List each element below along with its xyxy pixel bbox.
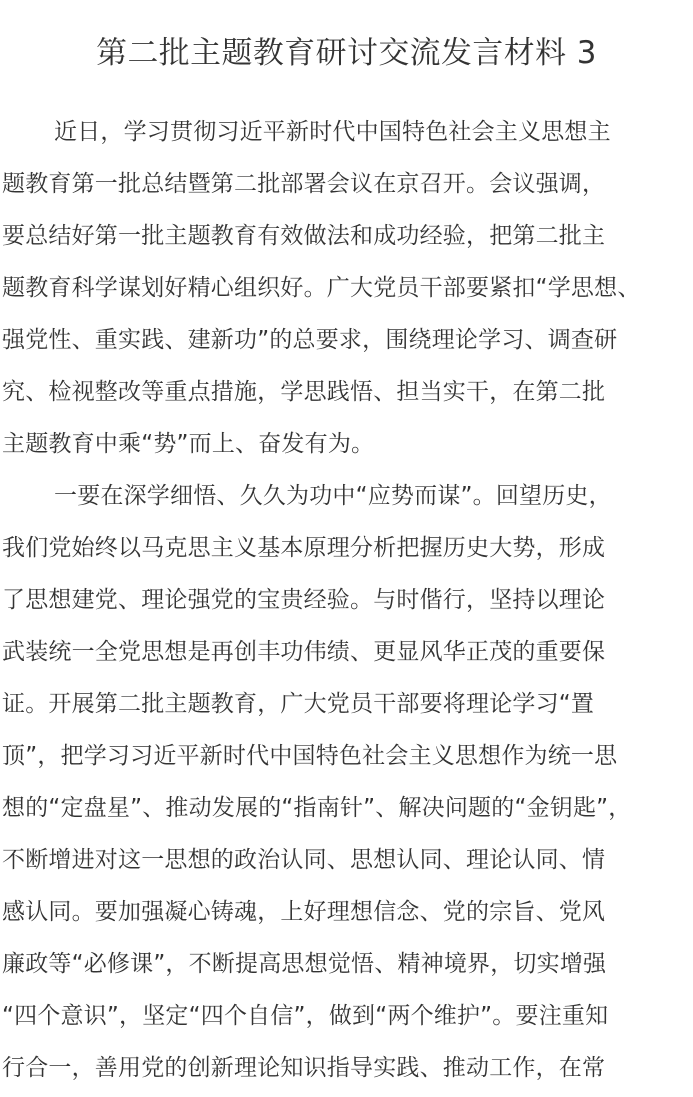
paragraph-line: 感认同。要加强凝心铸魂，上好理想信念、党的宗旨、党风 [2,899,606,925]
paragraph-line: “四个意识”，坚定“四个自信”，做到“两个维护”。要注重知 [2,1003,609,1029]
paragraph-line: 一要在深学细悟、久久为功中“应势而谋”。回望历史， [54,483,612,509]
paragraph-line: 近日，学习贯彻习近平新时代中国特色社会主义思想主 [54,119,611,145]
paragraph-line: 强党性、重实践、建新功”的总要求，围绕理论学习、调查研 [2,327,618,353]
paragraph-line: 武装统一全党思想是再创丰功伟绩、更显风华正茂的重要保 [2,639,606,665]
paragraph-line: 行合一，善用党的创新理论知识指导实践、推动工作，在常 [2,1055,606,1081]
paragraph-line: 顶”，把学习习近平新时代中国特色社会主义思想作为统一思 [2,743,618,769]
paragraph-line: 题教育第一批总结暨第二批部署会议在京召开。会议强调， [2,171,606,197]
paragraph-line: 不断增进对这一思想的政治认同、思想认同、理论认同、情 [2,847,606,873]
document-title: 第二批主题教育研讨交流发言材料 3 [96,35,597,71]
paragraph-line: 了思想建党、理论强党的宝贵经验。与时偕行，坚持以理论 [2,587,606,613]
paragraph-line: 题教育科学谋划好精心组织好。广大党员干部要紧扣“学思想、 [2,275,641,301]
paragraph-line: 要总结好第一批主题教育有效做法和成功经验，把第二批主 [2,223,606,249]
paragraph-line: 究、检视整改等重点措施，学思践悟、担当实干，在第二批 [2,379,606,405]
paragraph-line: 想的“定盘星”、推动发展的“指南针”、解决问题的“金钥匙”， [2,795,632,821]
paragraph-line: 我们党始终以马克思主义基本原理分析把握历史大势，形成 [2,535,606,561]
paragraph-line: 证。开展第二批主题教育，广大党员干部要将理论学习“置 [2,691,595,717]
paragraph-line: 廉政等“必修课”，不断提高思想觉悟、精神境界，切实增强 [2,951,607,977]
paragraph-line: 主题教育中乘“势”而上、奋发有为。 [2,431,375,457]
